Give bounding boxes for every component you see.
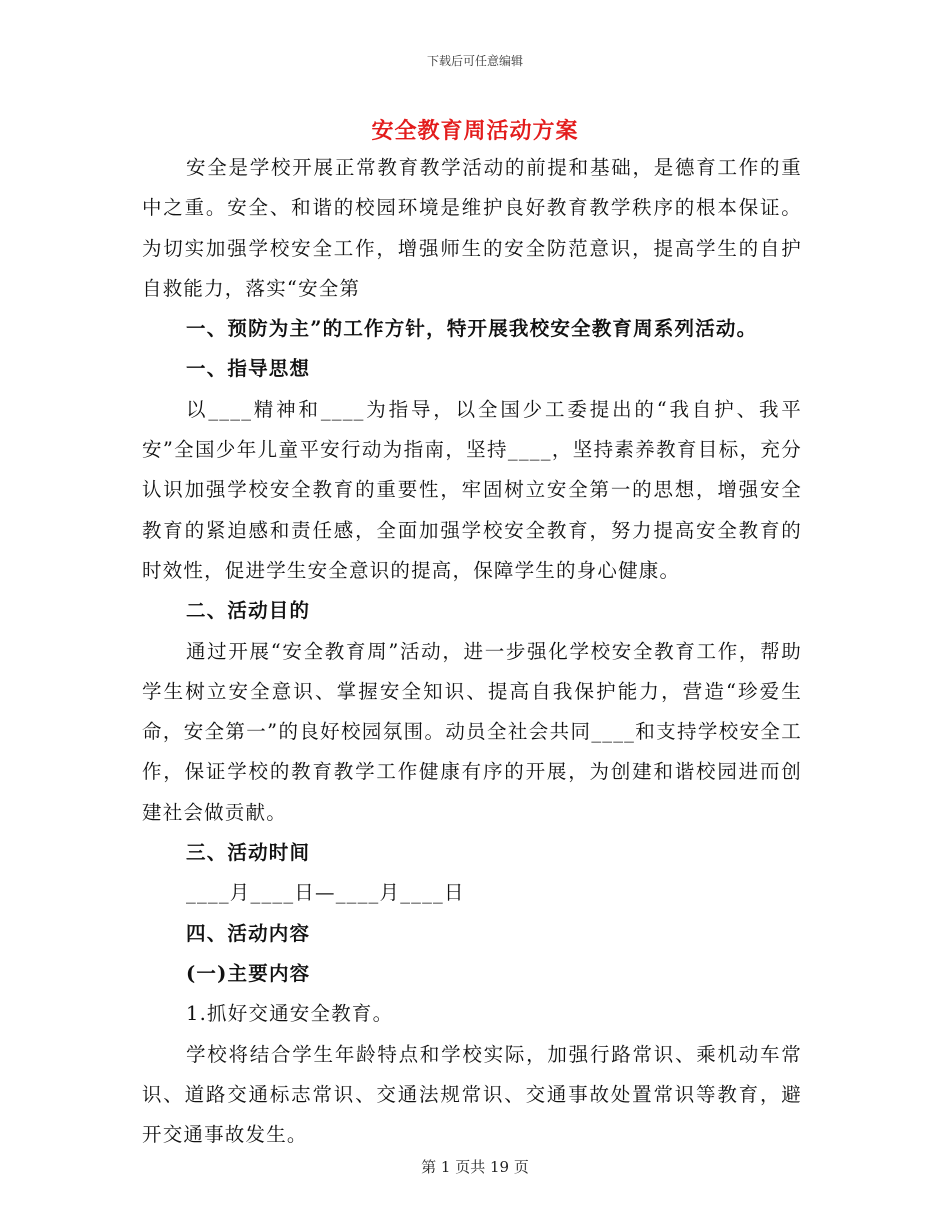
page-footer: 第 1 页共 19 页 [421, 1158, 529, 1176]
list-item-traffic-safety: 1.抓好交通安全教育。 [186, 1002, 394, 1026]
policy-heading: 一、预防为主”的工作方针，特开展我校安全教育周系列活动。 [186, 317, 758, 341]
intro-paragraph: 安全是学校开展正常教育教学活动的前提和基础，是德育工作的重中之重。安全、和谐的校园环境是维护良好教育教学秩序的根本保证。为切实加强学校安全工作，增强师生的安全防范意识，提高学生的自护自救能力，落实“安全第 [142, 156, 802, 300]
section-heading-activity-time: 三、活动时间 [186, 841, 311, 865]
subsection-heading-main-content: (一)主要内容 [186, 961, 311, 985]
guiding-ideology-paragraph: 以____精神和____为指导，以全国少工委提出的“我自护、我平安”全国少年儿童平安行动为指南，坚持____，坚持素养教育目标，充分认识加强学校安全教育的重要性，牢固树立安全第一的思想，增强安全教育的紧迫感和责任感，全面加强学校安全教育，努力提高安全教育的时效性，促进学生安全意识的提高，保障学生的身心健康。 [142, 397, 802, 582]
document-title: 安全教育周活动方案 [371, 118, 579, 144]
document-body [142, 148, 802, 1155]
section-heading-activity-purpose: 二、活动目的 [186, 599, 311, 623]
activity-purpose-paragraph: 通过开展“安全教育周”活动，进一步强化学校安全教育工作，帮助学生树立安全意识、掌握安全知识、提高自我保护能力，营造“珍爱生命，安全第一”的良好校园氛围。动员全社会共同____和支持学校安全工作，保证学校的教育教学工作健康有序的开展，为创建和谐校园进而创建社会做贡献。 [142, 639, 802, 824]
section-heading-activity-content: 四、活动内容 [186, 921, 311, 945]
traffic-safety-paragraph: 学校将结合学生年龄特点和学校实际，加强行路常识、乘机动车常识、道路交通标志常识、交通法规常识、交通事故处置常识等教育，避开交通事故发生。 [142, 1042, 802, 1147]
activity-time-paragraph: ____月____日—____月____日 [186, 881, 465, 905]
page-header: 下载后可任意编辑 [426, 54, 523, 68]
section-heading-guiding-ideology: 一、指导思想 [186, 357, 311, 381]
